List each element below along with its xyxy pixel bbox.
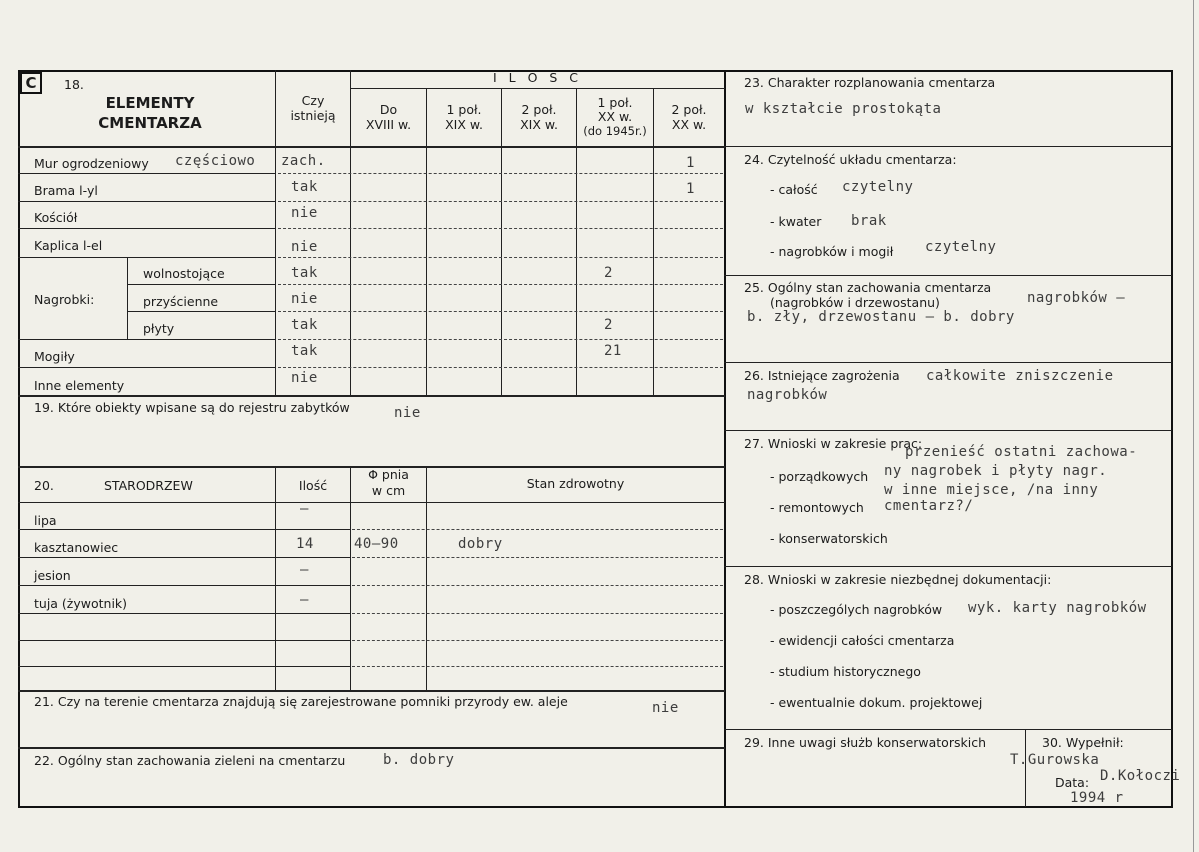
row-nagrobki-label: Nagrobki: — [34, 292, 95, 307]
s20-dline — [352, 557, 723, 558]
sec27-value-3: w inne miejsce, /na inny — [884, 482, 1099, 498]
sec24-label: 24. Czytelność układu cmentarza: — [744, 152, 957, 167]
sec28-label: 28. Wnioski w zakresie niezbędnej dokumentacji: — [744, 572, 1052, 587]
tree-row-name: lipa — [34, 513, 57, 528]
row-mur-label: Mur ogrodzeniowy — [34, 156, 149, 171]
sec25-label-2: (nagrobków i drzewostanu) — [770, 295, 940, 310]
sec25-top — [724, 275, 1172, 276]
tree-row-pnia: 40–90 — [354, 536, 399, 552]
ilosc-line — [350, 88, 725, 89]
sec21-label: 21. Czy na terenie cmentarza znajdują się zarejestrowane pomniki przyrody ew. aleje — [34, 694, 568, 709]
s20-dline — [352, 529, 723, 530]
row-brama-c5: 1 — [686, 181, 695, 197]
s20-line — [18, 666, 350, 667]
sec20-col-ilosc: Ilość — [298, 478, 328, 493]
col-h5-l2: XX w. — [671, 117, 707, 132]
row-wolno-c4: 2 — [604, 265, 613, 281]
sec28-item1-value: wyk. karty nagrobków — [968, 600, 1147, 616]
sec27-porz-label: - porządkowych — [770, 469, 869, 484]
sec26-top — [724, 362, 1172, 363]
sec28-item: - studium historycznego — [770, 664, 921, 679]
sec24-nagrobkow-label: - nagrobków i mogił — [770, 244, 894, 259]
sec23-label: 23. Charakter rozplanowania cmentarza — [744, 75, 996, 90]
row-mogily-c4: 21 — [604, 343, 622, 359]
sec20-col-pnia-1: Φ pnia — [368, 467, 409, 482]
row-mur-note: częściowo — [175, 153, 256, 169]
sec30-left — [1025, 729, 1026, 807]
sec18-header-bottom — [18, 146, 725, 148]
d-line — [278, 284, 723, 285]
d-line — [278, 367, 723, 368]
sec29-top — [724, 729, 1172, 730]
sec24-kwater-label: - kwater — [770, 214, 822, 229]
sec23-value: w kształcie prostokąta — [745, 101, 942, 117]
tree-row-ilosc: 14 — [296, 536, 314, 552]
tree-row-ilosc: – — [300, 562, 309, 578]
sec22-label: 22. Ogólny stan zachowania zieleni na cmentarzu — [34, 753, 346, 768]
sec21-top — [18, 690, 725, 692]
sec25-value-2: b. zły, drzewostanu – b. dobry — [747, 309, 1015, 325]
row-plyty-czy: tak — [291, 317, 318, 333]
sec27-value-1: przenieść ostatni zachowa- — [905, 444, 1138, 460]
r-line — [128, 311, 276, 312]
sec28-item: - ewidencji całości cmentarza — [770, 633, 955, 648]
sec25-value-1: nagrobków – — [1027, 290, 1126, 306]
row-inne-label: Inne elementy — [34, 378, 125, 393]
sec20-v2 — [350, 466, 351, 690]
sec19-label: 19. Które obiekty wpisane są do rejestru zabytków — [34, 400, 350, 415]
sec27-konserw-label: - konserwatorskich — [770, 531, 888, 546]
tree-row-name: tuja (żywotnik) — [34, 596, 128, 611]
sec24-kwater-value: brak — [851, 213, 887, 229]
row-kaplica-czy: nie — [291, 239, 318, 255]
col-h2-l2: XIX w. — [445, 117, 483, 132]
sec30-label: 30. Wypełnił: — [1042, 735, 1124, 750]
d-line — [278, 173, 723, 174]
tree-row-ilosc: – — [300, 501, 309, 517]
col-h4-l2: XX w. — [597, 109, 633, 124]
sec30-data-label: Data: — [1055, 775, 1090, 790]
sec18-title-1: ELEMENTY — [105, 94, 195, 112]
s20-dline — [352, 666, 723, 667]
col-h4-l1: 1 poł. — [597, 95, 633, 110]
row-przy-label: przyścienne — [143, 294, 219, 309]
row-brama-label: Brama l-yl — [34, 183, 98, 198]
sec27-top — [724, 430, 1172, 431]
ilosc-header: I L O Ś Ć — [492, 70, 583, 85]
row-brama-czy: tak — [291, 179, 318, 195]
sec20-v3 — [426, 466, 427, 690]
sec20-v1 — [275, 466, 276, 690]
s20-line — [18, 529, 350, 530]
frame-left — [18, 70, 20, 807]
row-przy-czy: nie — [291, 291, 318, 307]
sec28-item: - ewentualnie dokum. projektowej — [770, 695, 983, 710]
row-mur-czy: zach. — [281, 153, 326, 169]
col-h2-l1: 1 poł. — [446, 102, 482, 117]
sec20-col-pnia-2: w cm — [371, 483, 406, 498]
r-line — [18, 257, 276, 258]
sec26-value-1: całkowite zniszczenie — [926, 368, 1114, 384]
d-line — [278, 201, 723, 202]
sec20-number: 20. — [34, 478, 54, 493]
r-line — [18, 201, 276, 202]
d-line — [278, 228, 723, 229]
row-kosciol-czy: nie — [291, 205, 318, 221]
d-line — [278, 311, 723, 312]
sec28-top — [724, 566, 1172, 567]
sec21-value: nie — [652, 700, 679, 716]
sec26-label: 26. Istniejące zagrożenia — [744, 368, 900, 383]
sec24-calosc-label: - całość — [770, 182, 818, 197]
col-h1-l2: XVIII w. — [365, 117, 412, 132]
r-line — [18, 228, 276, 229]
r-line — [18, 173, 276, 174]
sec20-head-bottom — [18, 502, 725, 503]
row-mogily-czy: tak — [291, 343, 318, 359]
col-h4-l3: (do 1945r.) — [583, 124, 647, 138]
sec29-label: 29. Inne uwagi służb konserwatorskich — [744, 735, 986, 750]
card-letter: C — [20, 72, 42, 94]
sec30-data-value-1: D.Kołoczi — [1100, 768, 1181, 784]
col-h3-l2: XIX w. — [520, 117, 558, 132]
sec26-value-2: nagrobków — [747, 387, 828, 403]
row-inne-czy: nie — [291, 370, 318, 386]
tree-row-ilosc: – — [300, 592, 309, 608]
nagrobki-v — [127, 257, 128, 339]
sec27-value-4: cmentarz?/ — [884, 498, 974, 514]
sec27-value-2: ny nagrobek i płyty nagr. — [884, 463, 1108, 479]
sec27-label: 27. Wnioski w zakresie prac: — [744, 436, 923, 451]
czy-header-2: istnieją — [290, 108, 336, 123]
sec18-title-2: CMENTARZA — [98, 114, 202, 132]
col-h3-l1: 2 poł. — [521, 102, 557, 117]
sec28-item: - poszczególych nagrobków — [770, 602, 943, 617]
row-mur-c5: 1 — [686, 155, 695, 171]
sec18-v3 — [426, 88, 427, 395]
sec18-v4 — [501, 88, 502, 395]
row-plyty-label: płyty — [143, 321, 175, 336]
czy-header-1: Czy — [301, 93, 325, 108]
frame-bottom — [18, 806, 1173, 808]
tree-row-stan: dobry — [458, 536, 503, 552]
sec19-value: nie — [394, 405, 421, 421]
sec27-remont-label: - remontowych — [770, 500, 864, 515]
sec30-data-value-2: 1994 r — [1070, 790, 1124, 806]
sec22-top — [18, 747, 725, 749]
s20-dline — [352, 640, 723, 641]
sec20-col-stan: Stan zdrowotny — [526, 476, 625, 491]
r-line — [18, 367, 276, 368]
s20-dline — [352, 613, 723, 614]
row-wolno-label: wolnostojące — [143, 266, 225, 281]
col-h5-l1: 2 poł. — [671, 102, 707, 117]
s20-line — [18, 585, 350, 586]
row-kaplica-label: Kaplica l-el — [34, 238, 103, 253]
tree-row-name: jesion — [34, 568, 71, 583]
s20-line — [18, 613, 350, 614]
row-mogily-label: Mogiły — [34, 349, 75, 364]
frame-middle — [724, 70, 726, 807]
frame-right — [1171, 70, 1173, 807]
page-edge — [1193, 0, 1194, 852]
sec19-top — [18, 395, 725, 397]
row-kosciol-label: Kościół — [34, 210, 78, 225]
d-line — [278, 339, 723, 340]
sec18-number: 18. — [64, 77, 84, 92]
sec24-nagrobkow-value: czytelny — [925, 239, 997, 255]
sec25-label-1: 25. Ogólny stan zachowania cmentarza — [744, 280, 992, 295]
sec22-value: b. dobry — [383, 752, 455, 768]
sec18-v6 — [653, 88, 654, 395]
r-line — [18, 339, 276, 340]
sec20-title: STARODRZEW — [104, 478, 193, 493]
s20-line — [18, 640, 350, 641]
sec24-calosc-value: czytelny — [842, 179, 914, 195]
col-h1-l1: Do — [379, 102, 398, 117]
tree-row-name: kasztanowiec — [34, 540, 119, 555]
sec30-name: T.Gurowska — [1010, 752, 1100, 768]
s20-line — [18, 557, 350, 558]
d-line — [278, 257, 723, 258]
s20-dline — [352, 585, 723, 586]
sec24-top — [724, 146, 1172, 147]
row-plyty-c4: 2 — [604, 317, 613, 333]
r-line — [128, 284, 276, 285]
row-wolno-czy: tak — [291, 265, 318, 281]
